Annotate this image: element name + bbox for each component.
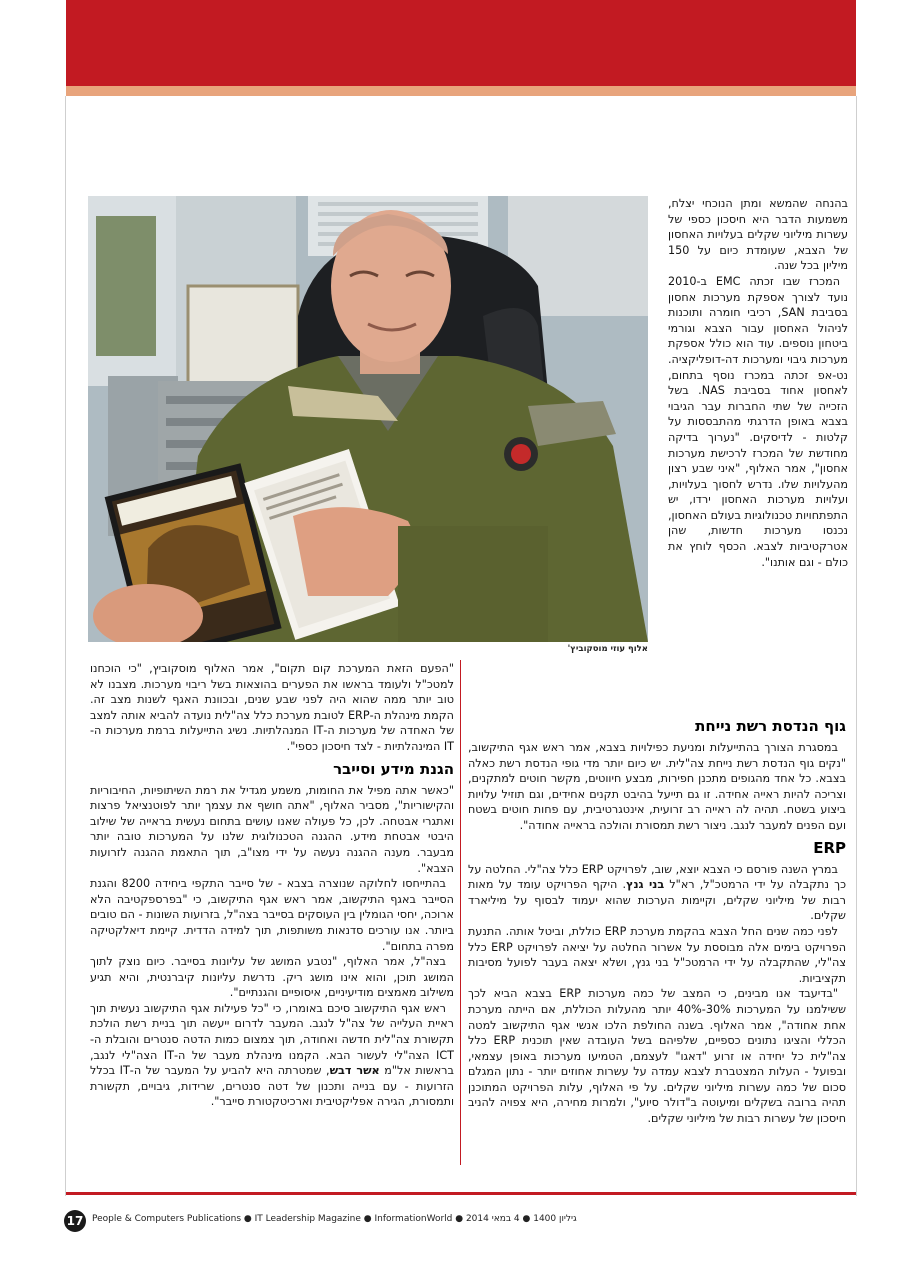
paragraph: "כאשר אתה מפיל את החומות, משמע מגדיל את רמת השיתופיות, החיבוריות והקישוריות", מסביר האלוף, "אתה חושף את עצמך יותר לפוטנציאל פרצות ואתגרי אבטחה. לכן, כל פעולה שאנו עושים בתחום נעשית בראייה של שילוב היבטי אבטחת מידע. ההגנה הטכנולוגית שלנו על המערכות טובה יותר מבעבר. מענה ההגנה נעשה על ידי מצו"ב, תוך התאמת ההגנה לזרועות הצבא". bbox=[90, 783, 454, 875]
top-accent-strip bbox=[66, 86, 856, 96]
paragraph bbox=[90, 1001, 454, 1110]
paragraph: המכרז שבו זכתה EMC ב-2010 נועד לצורך אספקת מערכות אחסון בסביבת SAN, רכיבי חומרה ותוכנות לניהול האחסון עבור הצבא וגורמי ביטחון נוספים. עוד הוא כולל אספקת מערכות גיבוי ומערכות דה-דופליקציה. נט-אפ זכתה במכרז נוסף בתחום, לאחסון אחוד בסביבת NAS. בשל הזכייה של שתי החברות עבר הגיבוי בצבא באופן הדרגתי מהתבססות על קלטות - לדיסקים. "נערוך בדיקה מחודשת של המכרז לרכישת מערכות אחסון", אמר האלוף, "איני שבע רצון מהעלויות שלו. נדרש לחסוך בעלויות, ועלויות מערכות האחסון ירדו, יש התפתחויות טכנולוגיות בעולם האחסון, נכנסו מערכות חדשות, שהן אטרקטיביות לצבא. הכסף לוחץ את כולם - וגם אותנו". bbox=[668, 274, 848, 569]
paragraph: במסגרת הצורך בהתייעלות ומניעת כפילויות בצבא, אמר ראש אגף התיקשוב, "נקים גוף הנדסת רשת נייחת צה"לית. יש כיום יותר מדי גופי הנדסת רשת כאלה בצבא. כל אחד מהגופים מתכנן חפירות, מבצע חיווטים, מקשר חוטים למתקנים, וצריכה להיות ראייה אחידה. זו גם תייעל בהיבט תקנים אחידים, וגם תוזיל עלויות ביצוע בשטח. תהיה לה ראייה רב זרועית, אינטגרטיבית, עם פחות חוטים בשטח ועם הפנים למעבר לנגב. ניצור רשת תמסורת והולכה בראייה אחודה". bbox=[468, 741, 846, 832]
paragraph: בהתייחסו לחלוקה שנוצרה בצבא - של סייבר התקפי ביחידה 8200 והגנת הסייבר באגף התיקשוב, אמר ראש אגף התיקשוב, כי "בפרספקטיבה הלא ארוכה, יחסי הגומלין בין העוסקים בסייבר בצה"ל, בזרועות השונות - הם טובים ביותר. אנו עורכים סדנאות משותפות, תוך למידה הדדית. קיימת דיאלקטיקה מפרה בתחום". bbox=[89, 877, 454, 953]
paragraph: לפני כמה שנים החל הצבא בהקמת מערכת ERP כוללת, וביטל אותה. התנעת הפרויקט בימים אלה מבוססת על אשרור החלטה על יציאה לפרויקט ERP כלל צה"לי, שהתקבלה על ידי הרמטכ"ל בני גנץ, ושלא יצאה בעבר לפועל מסיבות תקציביות. bbox=[468, 924, 846, 985]
column-divider bbox=[460, 660, 461, 1165]
paragraph-text: . היקף הפרויקט עומד על מאות רבות של מיליוני שקלים, וקיימות הערכות שהוא יעמוד לבסוף על מיליארד שקלים. bbox=[468, 878, 846, 923]
article-photo bbox=[88, 196, 648, 642]
article-column-right bbox=[468, 712, 846, 1127]
page-frame-right bbox=[856, 96, 857, 1196]
paragraph-text: במרץ השנה פורסם כי הצבא יוצא, שוב, לפרויקט ERP כלל צה"לי. החלטה על כך נתקבלה על ידי הרמטכ"ל, רא"ל bbox=[468, 862, 847, 892]
article-column-top bbox=[668, 196, 848, 570]
paragraph-text: , שמטרתה היא להביע על המעבר של ה-IT בכלל הזרועות - עם בנייה ותכנון של דטה סנטרים, שרידות, גיבויים, תקשורת ותמסורת, הגירה אפליקטיבית וארכיטקטורת סייבר". bbox=[90, 1064, 454, 1109]
paragraph: "בדיעבד אנו מבינים, כי המצב של כמה מערכות ERP בצבא הביא לכך ששילמנו על המערכות 30%-40% יותר מהעלות הכוללת, אם הייתה מערכת אחת אחודה", אמר האלוף. בשנה החולפת הלכו אנשי אגף התיקשוב למטה הכללי והציגו נתונים כספיים, שלפיהם בשל העובדה שאין תוכנית ERP כלל צה"לית כל יחידה או זרוע "דאגו" לעצמם, הטמיעו מערכות באופן עצמאי, ובפועל - העלות המצטברת לצבא עמדה על עשרות אחוזים יותר - נתון המגלם סכום של כמה עשרות מיליוני שקלים. על פי האלוף, עלות הפרויקט המתוכנן תהיה ברובה בשקלים ומיעוטה ב"דולר סיוע", ולמרות מחירה, היא צפויה להניב חיסכון של עשרות רבות של מיליוני שקלים. bbox=[468, 987, 846, 1126]
paragraph: בצה"ל, אמר האלוף, "נטבע המושג של עליונות בסייבר. כיום נוצק לתוך המושג תוכן, והוא אינו מושג ריק. נדרשת עליונות קיברנטית, והיא תגיע משילוב מאמצים מודיעיניים, איסופיים והגנתיים". bbox=[90, 955, 454, 1000]
photo-caption: אלוף עוזי מוסקוביץ' bbox=[567, 644, 648, 654]
top-color-band bbox=[66, 0, 856, 86]
section-heading: הגנת מידע וסייבר bbox=[333, 759, 454, 778]
paragraph-text: ראש אגף התיקשוב סיכם באומרו, כי "כל פעילות אגף התיקשוב נעשית תוך ראיית העלייה של צה"ל לנגב. המעבר לדרום ייעשה תוך בניית רשת הולכת תקשורת צה"לית חדשה ואחודה, תוך צמצום כמות הדטה סנטרים והובלת ה-ICT הצה"לי לעשור הבא. הקמנו מינהלת מעבר של ה-IT הצה"לי לנגב, בראשות אל"מ bbox=[90, 1001, 454, 1078]
article-column-left bbox=[90, 661, 454, 1110]
page-number: 17 bbox=[64, 1210, 86, 1232]
person-name: אשר דבש bbox=[329, 1064, 380, 1078]
page-frame-left bbox=[65, 96, 66, 1196]
footer-publication-line: People & Computers Publications ● IT Leadership Magazine ● InformationWorld ● גיליון 1400 ● 4 במאי 2014 bbox=[92, 1214, 577, 1224]
section-heading: ERP bbox=[813, 838, 846, 857]
paragraph: בהנחה שהמשא ומתן הנוכחי יצלח, משמעות הדבר היא חיסכון כספי של עשרות מיליוני שקלים בעלויות האחסון של הצבא, שעומדת כיום על 150 מיליון בכל שנה. bbox=[668, 197, 848, 273]
paragraph: "הפעם הזאת המערכת קום תקום", אמר האלוף מוסקוביץ, "כי הוכחנו למטכ"ל ולעומד בראשו את הפערים בהוצאות בשל ריבוי מערכות. מצבנו לא טוב יותר ממה שהוא היה לפני שבע שנים, ובכוונת האגף לשנות מצב זה. הקמת מינהלת ה-ERP לטובת מערכת כלל צה"לית נועדה להביא אותה למצב של האחדה של מערכות ה-IT המנהלתיות. נשיג התייעלות ברמת מערכות ה-IT המינהלתיות - לצד חיסכון כספי". bbox=[90, 662, 454, 753]
paragraph bbox=[468, 862, 846, 924]
footer-rule bbox=[66, 1192, 856, 1195]
person-name: בני גנץ bbox=[626, 878, 665, 892]
section-heading: גוף הנדסת רשת נייחת bbox=[695, 717, 846, 735]
